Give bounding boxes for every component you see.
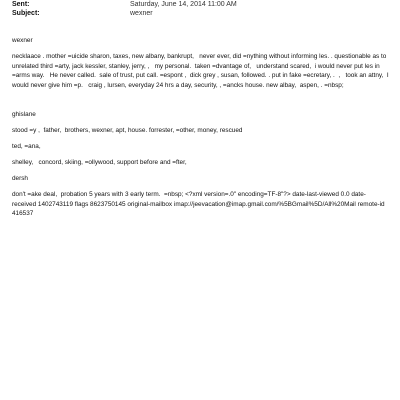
body-dersh xyxy=(12,174,390,184)
sent-value: Saturday, June 14, 2014 11:00 AM xyxy=(130,1,237,8)
body-stood xyxy=(12,126,390,136)
body-main-paragraph xyxy=(12,52,390,90)
dersh-text: dersh xyxy=(12,175,28,182)
body-shelley xyxy=(12,158,390,168)
body-footer-metadata xyxy=(12,190,390,219)
ghislane-text: ghislane xyxy=(12,111,36,118)
stood-text: stood =y , father, brothers, wexner, apt, house. forrester, =other, money, rescued xyxy=(12,127,243,134)
sent-row xyxy=(12,0,237,9)
ted-text: ted, =ana, xyxy=(12,143,41,150)
main-paragraph-text: necklaace . mother =uicide sharon, taxes, new albany, bankrupt, never ever, did =nything without informing les. . questionable as to unrelated third =arty, jack kessler, stanley, jerry, , my personal. taken =dvantage of, understand scared, i would never put les in =arms way. He never called. sale of trust, put call. =espont , dick grey , susan, followed. . put in fake =ecretary, . , took an attny, I would never give him =p. craig , lursen, everyday 24 hrs a day, security, , =ancks house. new albay, aspen, . =nbsp; xyxy=(12,53,391,89)
body-ghislane xyxy=(12,110,390,120)
subject-label: Subject: xyxy=(12,10,40,17)
footer-text: don't =ake deal, probation 5 years with 3 early term. =nbsp; <?xml version=.0" encoding=TF-8"?> date-last-viewed 0.0 date-received 1402743119 flags 8623750145 original-mailbox imap://jeevacation@imap.gmail.com/%5BGmail%5D/All%20Mail remote-id 416537 xyxy=(12,191,387,218)
shelley-text: shelley, concord, skiing, =ollywood, support before and =fter, xyxy=(12,159,187,166)
body-salutation xyxy=(12,36,390,46)
salutation-text: wexner xyxy=(12,37,33,44)
body-ted xyxy=(12,142,390,152)
subject-value: wexner xyxy=(130,10,153,17)
subject-row xyxy=(12,9,153,18)
sent-label: Sent: xyxy=(12,1,30,8)
